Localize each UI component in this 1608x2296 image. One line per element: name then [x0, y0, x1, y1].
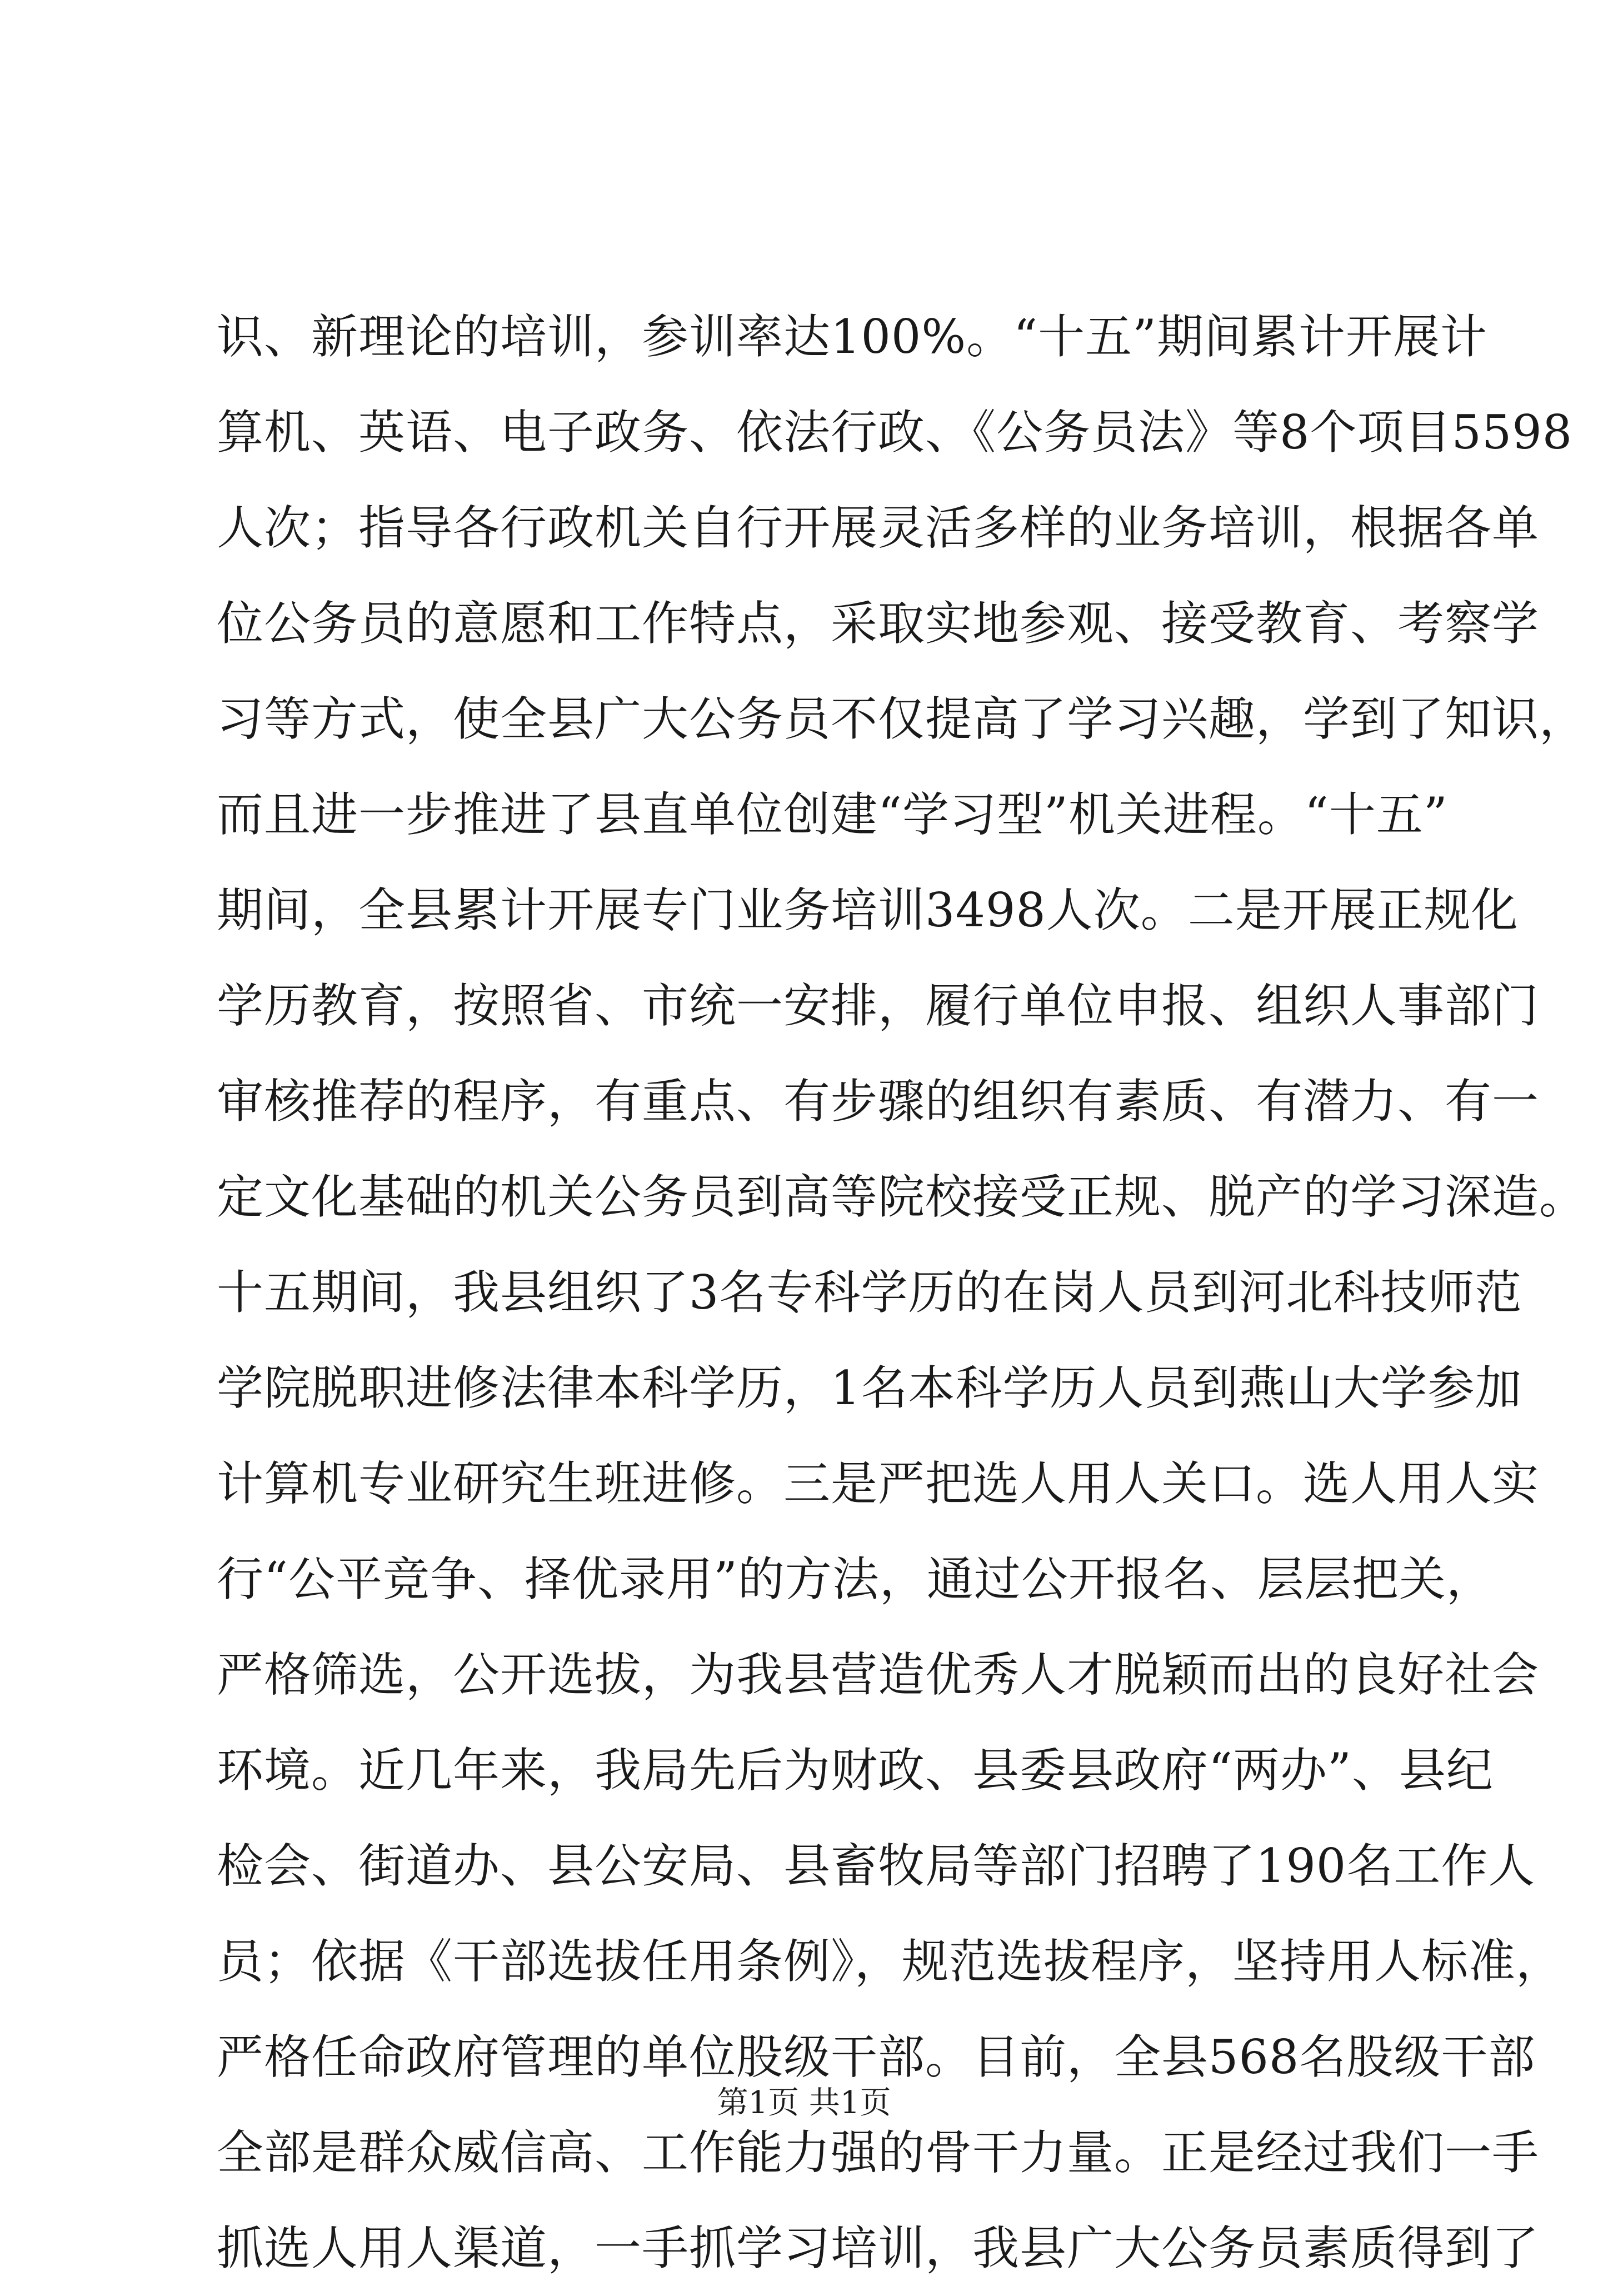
text-line: 员；依据《干部选拔任用条例》，规范选拔程序，坚持用人标准， — [217, 1934, 1564, 1989]
body-text — [217, 289, 1587, 2296]
text-line: 学历教育，按照省、市统一安排，履行单位申报、组织人事部门 — [217, 979, 1540, 1033]
text-line: 习等方式，使全县广大公务员不仅提高了学习兴趣，学到了知识， — [217, 692, 1587, 746]
text-line: 行“公平竞争、择优录用”的方法，通过公开报名、层层把关， — [217, 1552, 1494, 1606]
text-line: 严格筛选，公开选拔，为我县营造优秀人才脱颖而出的良好社会 — [217, 1648, 1540, 1702]
text-line: 学院脱职进修法律本科学历，1名本科学历人员到燕山大学参加 — [217, 1361, 1522, 1415]
text-line: 计算机专业研究生班进修。三是严把选人用人关口。选人用人实 — [217, 1456, 1540, 1511]
text-line: 人次；指导各行政机关自行开展灵活多样的业务培训，根据各单 — [217, 501, 1540, 555]
text-line: 定文化基础的机关公务员到高等院校接受正规、脱产的学习深造。 — [217, 1170, 1587, 1224]
text-line: 十五期间，我县组织了3名专科学历的在岗人员到河北科技师范 — [217, 1265, 1522, 1320]
text-line: 而且进一步推进了县直单位创建“学习型”机关进程。“十五” — [217, 787, 1448, 842]
text-line: 算机、英语、电子政务、依法行政、《公务员法》等8个项目5598 — [217, 405, 1573, 460]
text-line: 检会、街道办、县公安局、县畜牧局等部门招聘了190名工作人 — [217, 1839, 1536, 1893]
text-line: 环境。近几年来，我局先后为财政、县委县政府“两办”、县纪 — [217, 1743, 1494, 1798]
text-line: 期间，全县累计开展专门业务培训3498人次。二是开展正规化 — [217, 883, 1519, 937]
text-line: 位公务员的意愿和工作特点，采取实地参观、接受教育、考察学 — [217, 596, 1540, 651]
text-line: 抓选人用人渠道，一手抓学习培训，我县广大公务员素质得到了 — [217, 2221, 1540, 2275]
text-line: 识、新理论的培训，参训率达100%。“十五”期间累计开展计 — [217, 310, 1488, 364]
text-line: 审核推荐的程序，有重点、有步骤的组织有素质、有潜力、有一 — [217, 1074, 1540, 1129]
text-line: 全部是群众威信高、工作能力强的骨干力量。正是经过我们一手 — [217, 2125, 1540, 2180]
page-footer: 第1页 共1页 — [717, 2085, 891, 2121]
text-line: 严格任命政府管理的单位股级干部。目前，全县568名股级干部 — [217, 2030, 1536, 2084]
